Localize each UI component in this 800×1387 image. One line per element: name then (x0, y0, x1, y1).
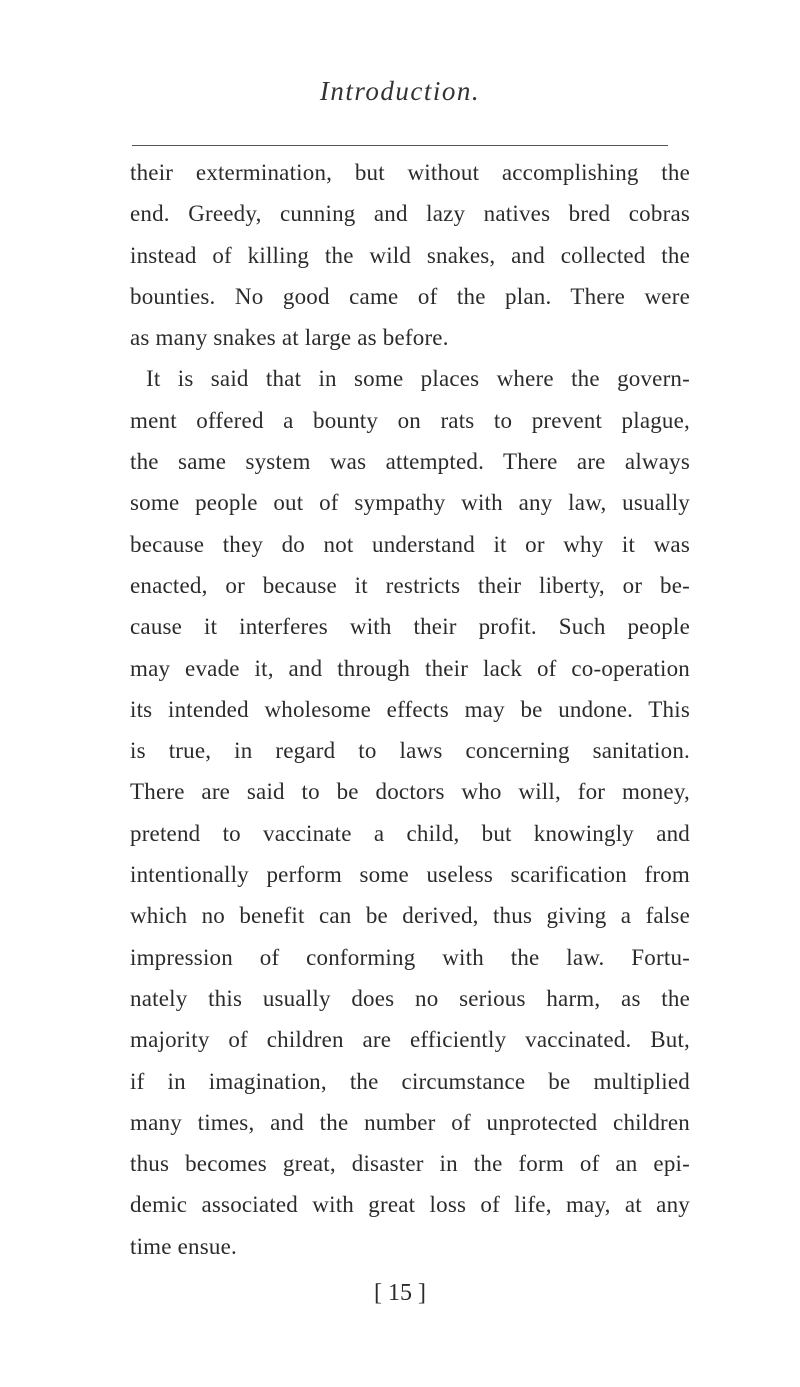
text-line: nately this usually does no serious harm, as the (130, 985, 690, 1011)
text-line: may evade it, and through their lack of co-operation (130, 655, 690, 681)
text-line: intentionally perform some useless scarification from (130, 862, 690, 888)
page-number: [ 15 ] (374, 1280, 426, 1306)
text-line: end. Greedy, cunning and lazy natives bred cobras (130, 201, 690, 227)
paragraph-2 (130, 358, 690, 1267)
text-line: instead of killing the wild snakes, and collected the (130, 242, 690, 268)
text-line: is true, in regard to laws concerning sanitation. (130, 738, 690, 764)
text-line: time ensue. (130, 1233, 237, 1259)
text-line: impression of conforming with the law. Fortu- (130, 944, 690, 970)
text-line: cause it interferes with their profit. Such people (130, 614, 690, 640)
text-line: enacted, or because it restricts their liberty, or be- (130, 572, 690, 598)
text-line: which no benefit can be derived, thus giving a false (130, 903, 690, 929)
text-line: thus becomes great, disaster in the form of an epi- (130, 1151, 690, 1177)
text-line: because they do not understand it or why it was (130, 531, 690, 557)
body-text (130, 152, 690, 1267)
text-line: It is said that in some places where the govern- (146, 366, 690, 392)
text-line: some people out of sympathy with any law, usually (130, 490, 690, 516)
text-line: as many snakes at large as before. (130, 325, 449, 351)
text-line: many times, and the number of unprotected children (130, 1109, 690, 1135)
text-line: its intended wholesome effects may be undone. This (130, 696, 690, 722)
header-rule (132, 145, 668, 146)
text-line: pretend to vaccinate a child, but knowingly and (130, 820, 690, 846)
text-line: ment offered a bounty on rats to prevent plague, (130, 407, 690, 433)
text-line: majority of children are efficiently vaccinated. But, (130, 1027, 690, 1053)
text-line: There are said to be doctors who will, for money, (130, 779, 690, 805)
text-line: demic associated with great loss of life, may, at any (130, 1192, 690, 1218)
text-line: if in imagination, the circumstance be multiplied (130, 1068, 690, 1094)
text-line: their extermination, but without accomplishing the (130, 160, 690, 185)
paragraph-1 (130, 152, 690, 358)
text-line: bounties. No good came of the plan. There were (130, 283, 690, 309)
text-line: the same system was attempted. There are always (130, 449, 690, 475)
running-head: Introduction. (319, 76, 481, 106)
